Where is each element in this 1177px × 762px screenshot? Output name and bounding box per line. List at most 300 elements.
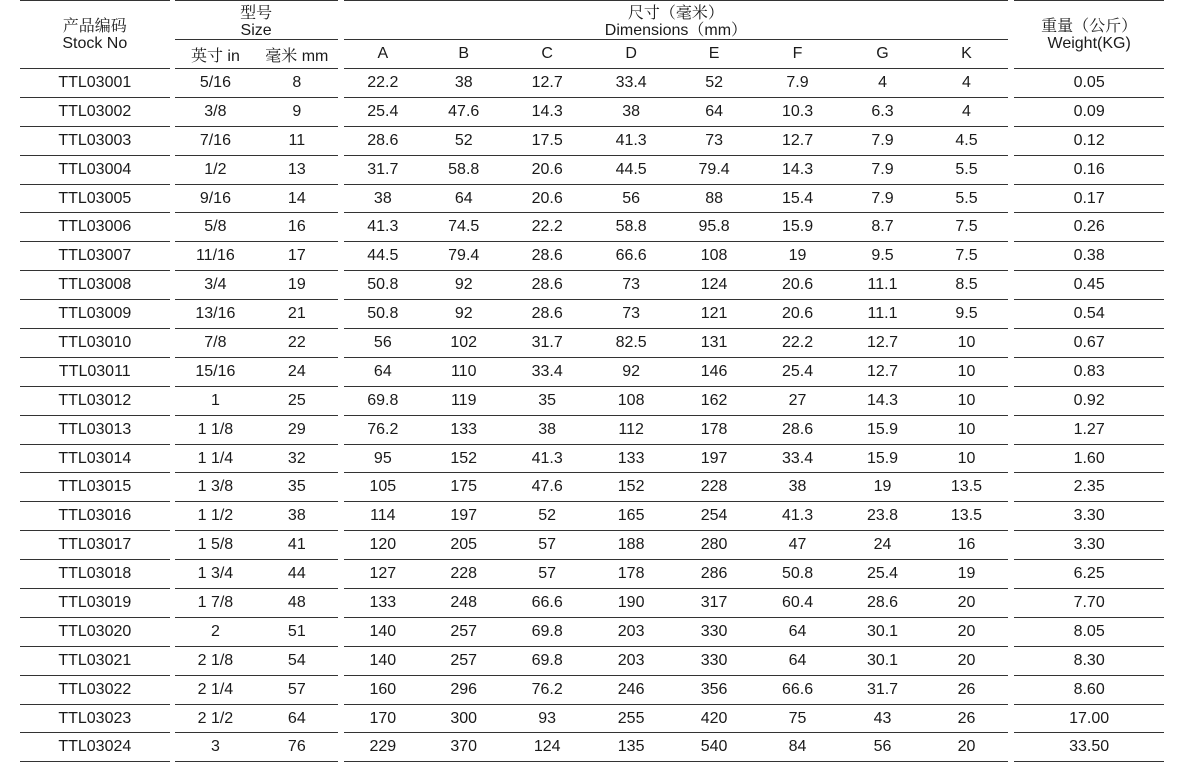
size-inch-cell: 1/2 bbox=[175, 155, 256, 184]
size-inch-cell: 2 1/8 bbox=[175, 646, 256, 675]
size-mm-cell: 19 bbox=[256, 270, 337, 299]
dim-e-cell: 178 bbox=[673, 415, 754, 444]
size-inch-cell: 1 1/2 bbox=[175, 501, 256, 530]
dim-f-cell: 47 bbox=[755, 530, 840, 559]
dim-g-cell: 14.3 bbox=[840, 386, 924, 415]
dim-a-cell: 133 bbox=[344, 588, 422, 617]
size-mm-cell: 38 bbox=[256, 501, 337, 530]
dim-c-cell: 66.6 bbox=[505, 588, 588, 617]
size-inch-cell: 7/8 bbox=[175, 328, 256, 357]
stock-no-cell: TTL03022 bbox=[20, 675, 170, 704]
weight-cell: 17.00 bbox=[1014, 704, 1164, 733]
dim-col-k-header: K bbox=[925, 39, 1008, 68]
size-mm-cell: 54 bbox=[256, 646, 337, 675]
size-mm-cell: 57 bbox=[256, 675, 337, 704]
weight-cell: 0.09 bbox=[1014, 97, 1164, 126]
dim-c-cell: 33.4 bbox=[505, 357, 588, 386]
size-mm-cell: 9 bbox=[256, 97, 337, 126]
size-mm-cell: 25 bbox=[256, 386, 337, 415]
dim-f-cell: 12.7 bbox=[755, 126, 840, 155]
dim-b-cell: 102 bbox=[422, 328, 505, 357]
size-inch-cell: 2 1/4 bbox=[175, 675, 256, 704]
stock-no-cell: TTL03002 bbox=[20, 97, 170, 126]
dim-a-cell: 41.3 bbox=[344, 212, 422, 241]
dim-d-cell: 246 bbox=[589, 675, 673, 704]
dim-k-cell: 13.5 bbox=[925, 472, 1008, 501]
dim-e-cell: 197 bbox=[673, 444, 754, 473]
size-mm-cell: 64 bbox=[256, 704, 337, 733]
dim-c-cell: 20.6 bbox=[505, 184, 588, 213]
dim-g-cell: 11.1 bbox=[840, 299, 924, 328]
dim-f-cell: 38 bbox=[755, 472, 840, 501]
dim-g-cell: 30.1 bbox=[840, 646, 924, 675]
dim-b-cell: 58.8 bbox=[422, 155, 505, 184]
table-row bbox=[20, 184, 1164, 213]
dim-a-cell: 229 bbox=[344, 732, 422, 762]
dim-c-cell: 35 bbox=[505, 386, 588, 415]
size-inch-cell: 3/8 bbox=[175, 97, 256, 126]
dim-f-cell: 25.4 bbox=[755, 357, 840, 386]
table-row bbox=[20, 444, 1164, 473]
dim-g-cell: 8.7 bbox=[840, 212, 924, 241]
weight-header bbox=[1014, 0, 1164, 68]
size-inch-cell: 11/16 bbox=[175, 241, 256, 270]
dim-d-cell: 33.4 bbox=[589, 68, 673, 97]
size-mm-cell: 29 bbox=[256, 415, 337, 444]
dim-g-cell: 23.8 bbox=[840, 501, 924, 530]
dim-k-cell: 13.5 bbox=[925, 501, 1008, 530]
weight-header-cn: 重量（公斤） bbox=[1041, 17, 1138, 35]
dim-d-cell: 66.6 bbox=[589, 241, 673, 270]
dim-k-cell: 8.5 bbox=[925, 270, 1008, 299]
dim-e-cell: 420 bbox=[673, 704, 754, 733]
dim-a-cell: 50.8 bbox=[344, 299, 422, 328]
dim-k-cell: 9.5 bbox=[925, 299, 1008, 328]
dim-d-cell: 255 bbox=[589, 704, 673, 733]
size-mm-cell: 51 bbox=[256, 617, 337, 646]
dim-k-cell: 4 bbox=[925, 97, 1008, 126]
weight-cell: 1.60 bbox=[1014, 444, 1164, 473]
dim-a-cell: 114 bbox=[344, 501, 422, 530]
dim-a-cell: 127 bbox=[344, 559, 422, 588]
stock-no-cell: TTL03024 bbox=[20, 732, 170, 762]
dim-g-cell: 15.9 bbox=[840, 415, 924, 444]
dim-c-cell: 38 bbox=[505, 415, 588, 444]
dim-col-g-header: G bbox=[840, 39, 924, 68]
size-inch-header: 英寸 in bbox=[175, 39, 256, 68]
dim-g-cell: 7.9 bbox=[840, 184, 924, 213]
dim-b-cell: 47.6 bbox=[422, 97, 505, 126]
size-mm-cell: 35 bbox=[256, 472, 337, 501]
dim-k-cell: 5.5 bbox=[925, 184, 1008, 213]
dim-e-cell: 95.8 bbox=[673, 212, 754, 241]
size-mm-header: 毫米 mm bbox=[256, 39, 337, 68]
dim-f-cell: 75 bbox=[755, 704, 840, 733]
dim-k-cell: 16 bbox=[925, 530, 1008, 559]
dim-g-cell: 12.7 bbox=[840, 357, 924, 386]
dim-a-cell: 25.4 bbox=[344, 97, 422, 126]
size-inch-cell: 1 5/8 bbox=[175, 530, 256, 559]
dim-c-cell: 57 bbox=[505, 559, 588, 588]
stock-no-cell: TTL03010 bbox=[20, 328, 170, 357]
dim-e-cell: 88 bbox=[673, 184, 754, 213]
dim-g-cell: 15.9 bbox=[840, 444, 924, 473]
weight-cell: 7.70 bbox=[1014, 588, 1164, 617]
size-mm-cell: 21 bbox=[256, 299, 337, 328]
dim-c-cell: 22.2 bbox=[505, 212, 588, 241]
stock-no-cell: TTL03003 bbox=[20, 126, 170, 155]
dim-k-cell: 4 bbox=[925, 68, 1008, 97]
dim-d-cell: 38 bbox=[589, 97, 673, 126]
weight-cell: 8.60 bbox=[1014, 675, 1164, 704]
dim-e-cell: 330 bbox=[673, 617, 754, 646]
size-inch-cell: 5/16 bbox=[175, 68, 256, 97]
table-row bbox=[20, 299, 1164, 328]
dim-e-cell: 79.4 bbox=[673, 155, 754, 184]
dim-k-cell: 4.5 bbox=[925, 126, 1008, 155]
dim-b-cell: 205 bbox=[422, 530, 505, 559]
dim-d-cell: 44.5 bbox=[589, 155, 673, 184]
dim-b-cell: 74.5 bbox=[422, 212, 505, 241]
dim-g-cell: 24 bbox=[840, 530, 924, 559]
dim-d-cell: 178 bbox=[589, 559, 673, 588]
dim-b-cell: 257 bbox=[422, 617, 505, 646]
dim-e-cell: 121 bbox=[673, 299, 754, 328]
dim-d-cell: 82.5 bbox=[589, 328, 673, 357]
dim-b-cell: 257 bbox=[422, 646, 505, 675]
dim-d-cell: 92 bbox=[589, 357, 673, 386]
dim-f-cell: 14.3 bbox=[755, 155, 840, 184]
table-row bbox=[20, 155, 1164, 184]
stock-no-cell: TTL03019 bbox=[20, 588, 170, 617]
size-inch-cell: 1 7/8 bbox=[175, 588, 256, 617]
weight-cell: 0.92 bbox=[1014, 386, 1164, 415]
size-inch-cell: 1 3/4 bbox=[175, 559, 256, 588]
dimensions-header bbox=[344, 0, 1009, 39]
dim-e-cell: 108 bbox=[673, 241, 754, 270]
dim-e-cell: 330 bbox=[673, 646, 754, 675]
dim-a-cell: 28.6 bbox=[344, 126, 422, 155]
size-mm-cell: 16 bbox=[256, 212, 337, 241]
dim-k-cell: 26 bbox=[925, 704, 1008, 733]
size-mm-cell: 22 bbox=[256, 328, 337, 357]
stock-no-cell: TTL03011 bbox=[20, 357, 170, 386]
dim-a-cell: 38 bbox=[344, 184, 422, 213]
dim-e-cell: 131 bbox=[673, 328, 754, 357]
dim-a-cell: 69.8 bbox=[344, 386, 422, 415]
size-mm-cell: 11 bbox=[256, 126, 337, 155]
table-row bbox=[20, 588, 1164, 617]
dim-d-cell: 135 bbox=[589, 732, 673, 762]
table-row bbox=[20, 241, 1164, 270]
dim-g-cell: 30.1 bbox=[840, 617, 924, 646]
size-mm-cell: 44 bbox=[256, 559, 337, 588]
dim-b-cell: 38 bbox=[422, 68, 505, 97]
dim-f-cell: 15.4 bbox=[755, 184, 840, 213]
dim-d-cell: 188 bbox=[589, 530, 673, 559]
size-inch-cell: 1 bbox=[175, 386, 256, 415]
dim-d-cell: 133 bbox=[589, 444, 673, 473]
stock-no-cell: TTL03020 bbox=[20, 617, 170, 646]
dim-f-cell: 19 bbox=[755, 241, 840, 270]
dim-c-cell: 28.6 bbox=[505, 270, 588, 299]
dim-a-cell: 22.2 bbox=[344, 68, 422, 97]
dim-k-cell: 20 bbox=[925, 588, 1008, 617]
table-row bbox=[20, 617, 1164, 646]
size-mm-cell: 13 bbox=[256, 155, 337, 184]
dim-c-cell: 69.8 bbox=[505, 617, 588, 646]
dim-d-cell: 203 bbox=[589, 617, 673, 646]
table-row bbox=[20, 530, 1164, 559]
stock-no-cell: TTL03007 bbox=[20, 241, 170, 270]
dim-c-cell: 20.6 bbox=[505, 155, 588, 184]
size-mm-cell: 41 bbox=[256, 530, 337, 559]
dim-d-cell: 165 bbox=[589, 501, 673, 530]
table-row bbox=[20, 501, 1164, 530]
size-header bbox=[175, 0, 338, 39]
dim-e-cell: 356 bbox=[673, 675, 754, 704]
header-row-sub bbox=[20, 39, 1164, 68]
dim-b-cell: 133 bbox=[422, 415, 505, 444]
table-row bbox=[20, 472, 1164, 501]
size-inch-cell: 3 bbox=[175, 732, 256, 762]
stock-no-cell: TTL03015 bbox=[20, 472, 170, 501]
dim-k-cell: 10 bbox=[925, 444, 1008, 473]
dim-e-cell: 286 bbox=[673, 559, 754, 588]
weight-cell: 0.54 bbox=[1014, 299, 1164, 328]
dim-g-cell: 9.5 bbox=[840, 241, 924, 270]
dimensions-header-en: Dimensions（mm） bbox=[604, 22, 748, 39]
stock-no-cell: TTL03018 bbox=[20, 559, 170, 588]
dim-col-a-header: A bbox=[344, 39, 422, 68]
stock-no-header-en: Stock No bbox=[62, 34, 128, 52]
dim-d-cell: 73 bbox=[589, 299, 673, 328]
weight-cell: 0.26 bbox=[1014, 212, 1164, 241]
dim-a-cell: 76.2 bbox=[344, 415, 422, 444]
dim-c-cell: 69.8 bbox=[505, 646, 588, 675]
dim-k-cell: 10 bbox=[925, 415, 1008, 444]
dim-col-c-header: C bbox=[505, 39, 588, 68]
stock-no-cell: TTL03006 bbox=[20, 212, 170, 241]
dim-k-cell: 10 bbox=[925, 357, 1008, 386]
dim-d-cell: 108 bbox=[589, 386, 673, 415]
dim-f-cell: 7.9 bbox=[755, 68, 840, 97]
table-row bbox=[20, 704, 1164, 733]
stock-no-cell: TTL03009 bbox=[20, 299, 170, 328]
stock-no-cell: TTL03013 bbox=[20, 415, 170, 444]
dim-e-cell: 146 bbox=[673, 357, 754, 386]
dim-b-cell: 92 bbox=[422, 299, 505, 328]
dim-g-cell: 28.6 bbox=[840, 588, 924, 617]
size-inch-cell: 2 1/2 bbox=[175, 704, 256, 733]
dim-k-cell: 5.5 bbox=[925, 155, 1008, 184]
dim-a-cell: 170 bbox=[344, 704, 422, 733]
weight-cell: 0.12 bbox=[1014, 126, 1164, 155]
dim-g-cell: 6.3 bbox=[840, 97, 924, 126]
dim-k-cell: 7.5 bbox=[925, 212, 1008, 241]
dim-d-cell: 203 bbox=[589, 646, 673, 675]
dim-f-cell: 84 bbox=[755, 732, 840, 762]
table-row bbox=[20, 559, 1164, 588]
dim-c-cell: 124 bbox=[505, 732, 588, 762]
table-row bbox=[20, 328, 1164, 357]
stock-no-header bbox=[20, 0, 170, 68]
dim-g-cell: 11.1 bbox=[840, 270, 924, 299]
dim-k-cell: 10 bbox=[925, 328, 1008, 357]
size-inch-cell: 3/4 bbox=[175, 270, 256, 299]
size-header-en: Size bbox=[240, 22, 272, 39]
dim-f-cell: 27 bbox=[755, 386, 840, 415]
weight-cell: 6.25 bbox=[1014, 559, 1164, 588]
dim-d-cell: 73 bbox=[589, 270, 673, 299]
size-inch-cell: 1 1/4 bbox=[175, 444, 256, 473]
dim-f-cell: 50.8 bbox=[755, 559, 840, 588]
dim-k-cell: 7.5 bbox=[925, 241, 1008, 270]
dim-f-cell: 22.2 bbox=[755, 328, 840, 357]
stock-no-cell: TTL03016 bbox=[20, 501, 170, 530]
dim-f-cell: 10.3 bbox=[755, 97, 840, 126]
dim-g-cell: 56 bbox=[840, 732, 924, 762]
dim-b-cell: 175 bbox=[422, 472, 505, 501]
dim-col-b-header: B bbox=[422, 39, 505, 68]
dim-col-e-header: E bbox=[673, 39, 754, 68]
dim-b-cell: 110 bbox=[422, 357, 505, 386]
dim-a-cell: 44.5 bbox=[344, 241, 422, 270]
dim-b-cell: 370 bbox=[422, 732, 505, 762]
dim-f-cell: 15.9 bbox=[755, 212, 840, 241]
size-mm-cell: 8 bbox=[256, 68, 337, 97]
stock-no-cell: TTL03017 bbox=[20, 530, 170, 559]
dim-e-cell: 162 bbox=[673, 386, 754, 415]
dim-g-cell: 4 bbox=[840, 68, 924, 97]
table-row bbox=[20, 732, 1164, 762]
dim-f-cell: 64 bbox=[755, 646, 840, 675]
weight-header-en: Weight(KG) bbox=[1047, 34, 1131, 52]
dim-f-cell: 33.4 bbox=[755, 444, 840, 473]
dim-a-cell: 160 bbox=[344, 675, 422, 704]
dim-b-cell: 52 bbox=[422, 126, 505, 155]
dim-c-cell: 28.6 bbox=[505, 299, 588, 328]
dim-b-cell: 152 bbox=[422, 444, 505, 473]
dimensions-header-cn: 尺寸（毫米） bbox=[627, 5, 724, 22]
size-inch-cell: 1 1/8 bbox=[175, 415, 256, 444]
dim-col-f-header: F bbox=[755, 39, 840, 68]
dim-d-cell: 41.3 bbox=[589, 126, 673, 155]
weight-cell: 3.30 bbox=[1014, 501, 1164, 530]
dim-e-cell: 52 bbox=[673, 68, 754, 97]
size-mm-cell: 24 bbox=[256, 357, 337, 386]
weight-cell: 1.27 bbox=[1014, 415, 1164, 444]
weight-cell: 3.30 bbox=[1014, 530, 1164, 559]
table-body bbox=[20, 68, 1164, 762]
dim-f-cell: 28.6 bbox=[755, 415, 840, 444]
dim-f-cell: 64 bbox=[755, 617, 840, 646]
table-row bbox=[20, 270, 1164, 299]
dim-k-cell: 20 bbox=[925, 617, 1008, 646]
dim-b-cell: 248 bbox=[422, 588, 505, 617]
dim-c-cell: 76.2 bbox=[505, 675, 588, 704]
table-row bbox=[20, 646, 1164, 675]
weight-cell: 8.05 bbox=[1014, 617, 1164, 646]
dim-e-cell: 228 bbox=[673, 472, 754, 501]
dim-g-cell: 7.9 bbox=[840, 155, 924, 184]
size-mm-cell: 17 bbox=[256, 241, 337, 270]
dim-e-cell: 124 bbox=[673, 270, 754, 299]
dim-k-cell: 20 bbox=[925, 646, 1008, 675]
table-row bbox=[20, 675, 1164, 704]
table-row bbox=[20, 357, 1164, 386]
size-header-cn: 型号 bbox=[240, 5, 273, 22]
dim-f-cell: 66.6 bbox=[755, 675, 840, 704]
dim-g-cell: 12.7 bbox=[840, 328, 924, 357]
dim-a-cell: 64 bbox=[344, 357, 422, 386]
table-row bbox=[20, 126, 1164, 155]
dim-d-cell: 56 bbox=[589, 184, 673, 213]
stock-no-cell: TTL03014 bbox=[20, 444, 170, 473]
dim-g-cell: 43 bbox=[840, 704, 924, 733]
weight-cell: 0.38 bbox=[1014, 241, 1164, 270]
stock-no-cell: TTL03004 bbox=[20, 155, 170, 184]
weight-cell: 0.17 bbox=[1014, 184, 1164, 213]
stock-no-cell: TTL03023 bbox=[20, 704, 170, 733]
stock-no-cell: TTL03001 bbox=[20, 68, 170, 97]
dim-d-cell: 58.8 bbox=[589, 212, 673, 241]
weight-cell: 8.30 bbox=[1014, 646, 1164, 675]
size-inch-cell: 9/16 bbox=[175, 184, 256, 213]
size-inch-cell: 5/8 bbox=[175, 212, 256, 241]
table-row bbox=[20, 386, 1164, 415]
stock-no-header-cn: 产品编码 bbox=[62, 17, 127, 35]
dim-c-cell: 17.5 bbox=[505, 126, 588, 155]
spec-table bbox=[20, 0, 1164, 762]
weight-cell: 0.16 bbox=[1014, 155, 1164, 184]
dim-g-cell: 25.4 bbox=[840, 559, 924, 588]
dim-f-cell: 60.4 bbox=[755, 588, 840, 617]
dim-d-cell: 112 bbox=[589, 415, 673, 444]
dim-b-cell: 228 bbox=[422, 559, 505, 588]
dim-e-cell: 540 bbox=[673, 732, 754, 762]
dim-g-cell: 19 bbox=[840, 472, 924, 501]
size-inch-cell: 1 3/8 bbox=[175, 472, 256, 501]
dim-e-cell: 64 bbox=[673, 97, 754, 126]
dim-b-cell: 79.4 bbox=[422, 241, 505, 270]
dim-c-cell: 12.7 bbox=[505, 68, 588, 97]
dim-f-cell: 20.6 bbox=[755, 299, 840, 328]
dim-a-cell: 50.8 bbox=[344, 270, 422, 299]
weight-cell: 0.05 bbox=[1014, 68, 1164, 97]
dim-g-cell: 31.7 bbox=[840, 675, 924, 704]
dim-c-cell: 47.6 bbox=[505, 472, 588, 501]
dim-f-cell: 20.6 bbox=[755, 270, 840, 299]
dim-a-cell: 56 bbox=[344, 328, 422, 357]
dim-b-cell: 296 bbox=[422, 675, 505, 704]
dim-e-cell: 280 bbox=[673, 530, 754, 559]
table-row bbox=[20, 212, 1164, 241]
dim-b-cell: 300 bbox=[422, 704, 505, 733]
dim-b-cell: 92 bbox=[422, 270, 505, 299]
weight-cell: 0.67 bbox=[1014, 328, 1164, 357]
dim-a-cell: 140 bbox=[344, 617, 422, 646]
size-inch-cell: 15/16 bbox=[175, 357, 256, 386]
dim-c-cell: 93 bbox=[505, 704, 588, 733]
dim-col-d-header: D bbox=[589, 39, 673, 68]
size-mm-cell: 76 bbox=[256, 732, 337, 762]
dim-e-cell: 254 bbox=[673, 501, 754, 530]
size-mm-cell: 14 bbox=[256, 184, 337, 213]
dim-k-cell: 20 bbox=[925, 732, 1008, 762]
dim-a-cell: 140 bbox=[344, 646, 422, 675]
dim-d-cell: 190 bbox=[589, 588, 673, 617]
